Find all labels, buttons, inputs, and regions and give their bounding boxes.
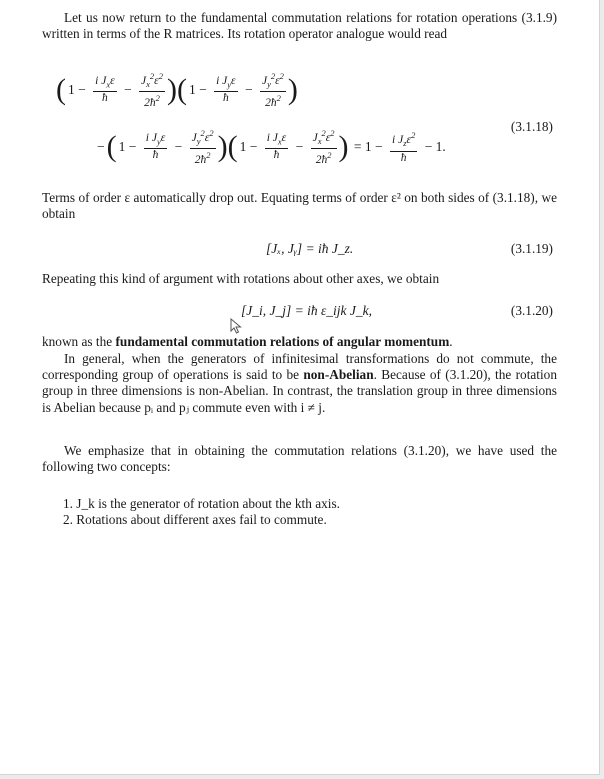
known-as-period: .	[449, 334, 453, 349]
concepts-list	[63, 496, 543, 528]
paragraph-non-abelian	[42, 351, 557, 416]
equation-3-1-18-line-1: ( 1 − $\frac{i J_x\varepsilon}{ħ}$ − $\frac{J_x^2\varepsilon^2}{2ħ^2}$ )( 1 − $\frac{i J_y\varepsilon}{ħ}$ − $\frac{J_y^2\varepsilon^2}{2ħ^2}$ )	[56, 71, 298, 109]
known-as-text: known as the	[42, 334, 116, 349]
equation-3-1-18-line-2: −( 1 − $\frac{i J_y\varepsilon}{ħ}$ − $\frac{J_y^2\varepsilon^2}{2ħ^2}$ )( 1 − $\frac{i J_x\varepsilon}{ħ}$ − $\frac{J_x^2\varepsilon^2}{2ħ^2}$ ) = 1 − $\frac{i J_z\varepsilon^2}{ħ}$ − 1.	[97, 128, 446, 166]
equation-3-1-18-tail: − 1.	[424, 138, 446, 154]
equation-number-3-1-18: (3.1.18)	[510, 119, 553, 134]
equation-number-3-1-20: (3.1.20)	[510, 303, 553, 318]
non-abelian-text-b: . Because of (3.1.20), the rotation group in three dimensions is non-Abelian. In contrast, the translation group in three dimensions is Abelian because pᵢ and pⱼ commute even with i ≠ j.	[42, 367, 557, 415]
non-abelian-text-a: In general, when the generators of infinitesimal transformations do not commute, the corresponding group of operations is said to be	[42, 351, 557, 383]
term-fundamental-commutation: fundamental commutation relations of angular momentum	[115, 334, 450, 349]
equation-3-1-20: [J_i, J_j] = iħ ε_ijk J_k,	[241, 303, 373, 318]
paragraph-emphasize: We emphasize that in obtaining the commutation relations (3.1.20), we have used the following two concepts:	[42, 443, 557, 475]
list-item: 1. J_k is the generator of rotation about the kth axis.	[63, 496, 340, 511]
equation-3-1-18-rhs: = 1 −	[353, 138, 383, 154]
paragraph-known-as	[42, 334, 557, 350]
list-item: 2. Rotations about different axes fail to commute.	[63, 512, 327, 527]
term-non-abelian: non-Abelian	[303, 367, 374, 383]
paragraph-order-terms: Terms of order ε automatically drop out. Equating terms of order ε² on both sides of (3.1.18), we obtain	[42, 190, 557, 222]
equation-3-1-19: [Jₓ, Jᵧ] = iħ J_z.	[266, 241, 354, 256]
paragraph-repeating: Repeating this kind of argument with rotations about other axes, we obtain	[42, 271, 440, 286]
intro-paragraph: Let us now return to the fundamental commutation relations for rotation operations (3.1.9) written in terms of the R matrices. Its rotation operator analogue would read	[42, 10, 557, 42]
equation-number-3-1-19: (3.1.19)	[510, 241, 553, 256]
